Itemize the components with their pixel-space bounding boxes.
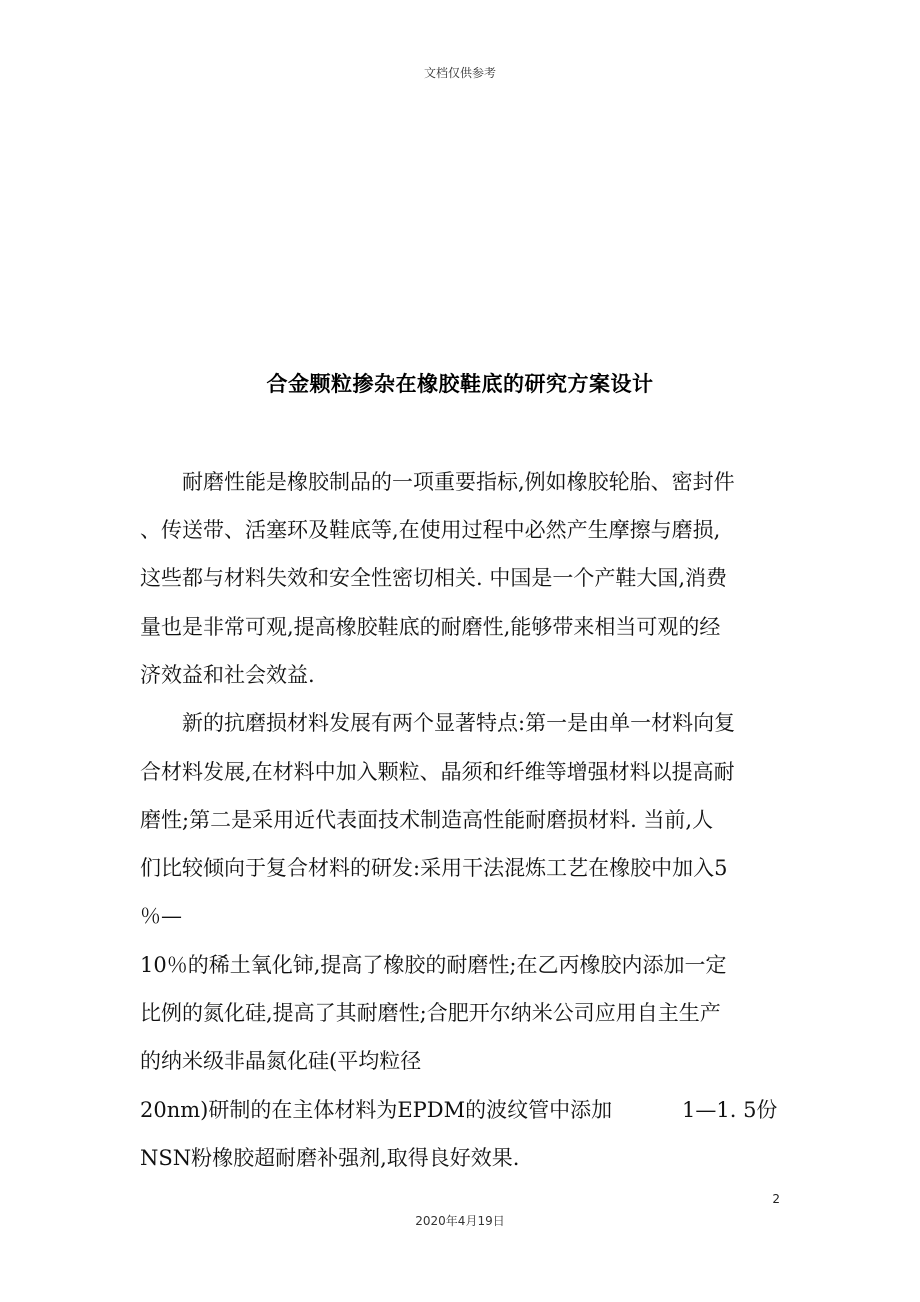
document-title: 合金颗粒掺杂在橡胶鞋底的研究方案设计 xyxy=(266,372,654,396)
page-footer-date: 2020年4月19日 xyxy=(415,1214,505,1228)
page-number: 2 xyxy=(772,1192,780,1206)
paragraph-line: 磨性;第二是采用近代表面技术制造高性能耐磨损材料. 当前,人 xyxy=(140,808,714,832)
paragraph-line: 合材料发展,在材料中加入颗粒、晶须和纤维等增强材料以提高耐 xyxy=(140,760,735,784)
paragraph-line: 20nm)研制的在主体材料为EPDM的波纹管中添加 xyxy=(140,1098,613,1122)
paragraph-line: 济效益和社会效益. xyxy=(140,663,315,687)
page-header: 文档仅供参考 xyxy=(423,66,496,80)
paragraph-line: 们比较倾向于复合材料的研发:采用干法混炼工艺在橡胶中加入5 xyxy=(140,856,728,880)
paragraph-line: 比例的氮化硅,提高了其耐磨性;合肥开尔纳米公司应用自主生产 xyxy=(140,1001,721,1025)
paragraph-line: 的纳米级非晶氮化硅(平均粒径 xyxy=(140,1049,422,1073)
paragraph-line-right-fragment: 1—1. 5份 xyxy=(682,1098,778,1122)
paragraph-line: 量也是非常可观,提高橡胶鞋底的耐磨性,能够带来相当可观的经 xyxy=(140,615,721,639)
paragraph-line: NSN粉橡胶超耐磨补强剂,取得良好效果. xyxy=(140,1146,520,1170)
paragraph-line: 这些都与材料失效和安全性密切相关. 中国是一个产鞋大国,消费 xyxy=(140,566,728,590)
paragraph-line: 新的抗磨损材料发展有两个显著特点:第一是由单一材料向复 xyxy=(182,711,736,735)
paragraph-line: 耐磨性能是橡胶制品的一项重要指标,例如橡胶轮胎、密封件 xyxy=(182,470,735,494)
paragraph-line: 10％的稀土氧化铈,提高了橡胶的耐磨性;在乙丙橡胶内添加一定 xyxy=(140,953,727,977)
paragraph-line: 、传送带、活塞环及鞋底等,在使用过程中必然产生摩擦与磨损, xyxy=(140,518,721,542)
paragraph-line: ％— xyxy=(140,904,182,928)
